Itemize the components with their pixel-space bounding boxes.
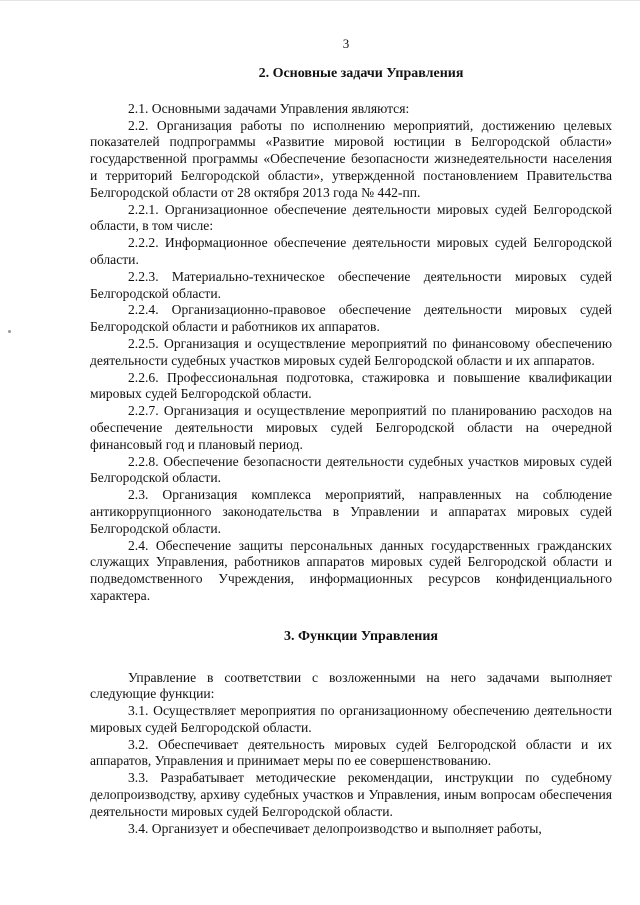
paragraph: 2.2.5. Организация и осуществление мероприятий по финансовому обеспечению деятельности судебных участков мировых судей Белгородской области и их аппаратов. xyxy=(90,335,612,368)
paragraph: 3.4. Организует и обеспечивает делопроизводство и выполняет работы, xyxy=(128,820,542,836)
scan-speck xyxy=(8,330,11,333)
paragraph: 2.2.6. Профессиональная подготовка, стажировка и повышение квалификации мировых судей Белгородской области. xyxy=(90,369,612,402)
document-body xyxy=(90,66,612,837)
page-number: 3 xyxy=(342,36,350,51)
paragraph: 3.1. Осуществляет мероприятия по организационному обеспечению деятельности мировых судей Белгородской области. xyxy=(90,703,612,735)
scan-top-edge xyxy=(0,0,640,1)
paragraph: 2.3. Организация комплекса мероприятий, направленных на соблюдение антикоррупционного законодательства в Управлении и аппаратах мировых судей Белгородской области. xyxy=(90,487,612,536)
section-3-title: 3. Функции Управления xyxy=(284,628,438,644)
paragraph: 2.2.4. Организационно-правовое обеспечение деятельности мировых судей Белгородской области и работников их аппаратов. xyxy=(90,302,612,335)
paragraph: 2.2. Организация работы по исполнению мероприятий, достижению целевых показателей подпрограммы «Развитие мировой юстиции в Белгородской области» государственной программы «Обеспечение безопасности жизнедеятельности населения и территорий Белгородской области», утвержденной постановлением Правительства Белгородской области от 28 октября 2013 года № 442-пп. xyxy=(90,117,612,200)
paragraph: 2.1. Основными задачами Управления являются: xyxy=(128,100,410,116)
paragraph: 2.2.7. Организация и осуществление мероприятий по планированию расходов на обеспечение деятельности мировых судей Белгородской области на очередной финансовый год и плановый период. xyxy=(90,403,612,452)
paragraph: 3.2. Обеспечивает деятельность мировых судей Белгородской области и их аппаратов, Управления и принимает меры по ее совершенствованию. xyxy=(90,736,612,769)
paragraph: 2.2.1. Организационное обеспечение деятельности мировых судей Белгородской области, в том числе: xyxy=(90,201,612,234)
paragraph: 2.2.2. Информационное обеспечение деятельности мировых судей Белгородской области. xyxy=(90,235,612,267)
paragraph: 2.2.8. Обеспечение безопасности деятельности судебных участков мировых судей Белгородской области. xyxy=(90,453,612,486)
paragraph: 2.4. Обеспечение защиты персональных данных государственных гражданских служащих Управления, работников аппаратов мировых судей Белгородской области и подведомственного Учреждения, информационных ресурсов конфиденциального характера. xyxy=(90,537,612,603)
paragraph: Управление в соответствии с возложенными на него задачами выполняет следующие функции: xyxy=(90,669,612,702)
section-2-title: 2. Основные задачи Управления xyxy=(258,66,464,81)
paragraph: 2.2.3. Материально-техническое обеспечение деятельности мировых судей Белгородской области. xyxy=(90,268,612,301)
paragraph: 3.3. Разрабатывает методические рекомендации, инструкции по судебному делопроизводству, архиву судебных участков и Управления, иным вопросам обеспечения деятельности мировых судей Белгородской области. xyxy=(90,770,612,819)
